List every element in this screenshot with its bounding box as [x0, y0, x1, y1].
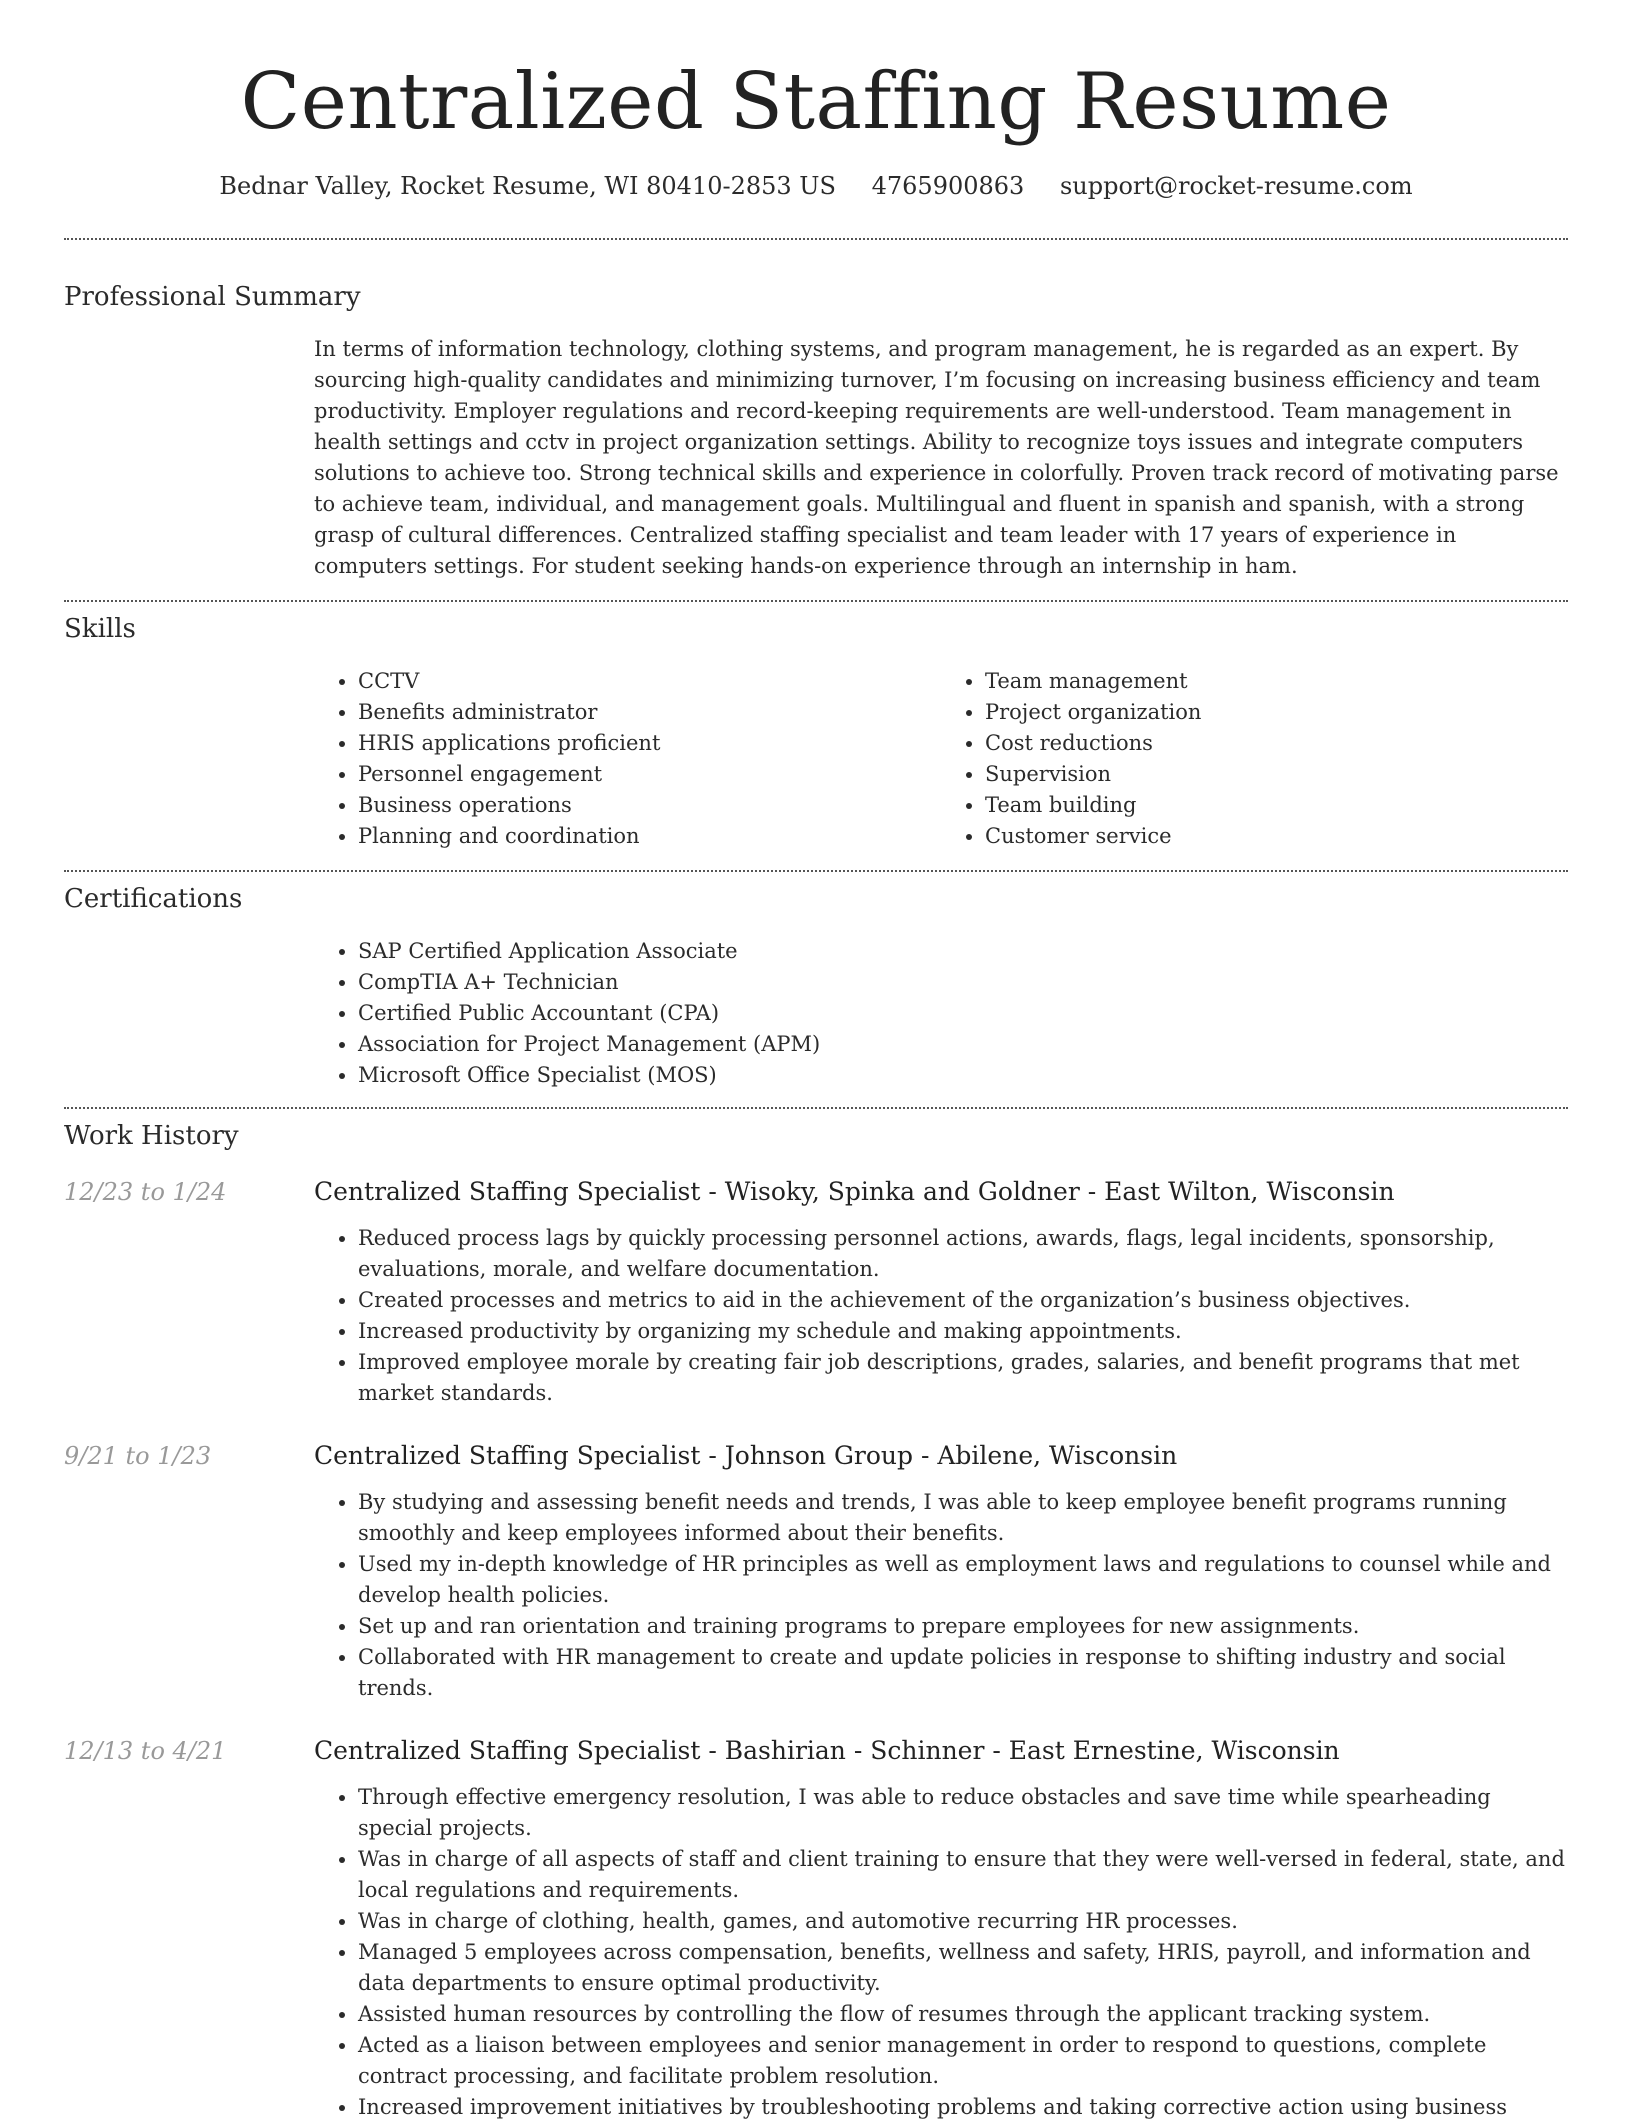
- job-bullet: • Increased improvement initiatives by troubleshooting problems and taking corrective action using business: [358, 2092, 1568, 2123]
- skill-item: • Team building: [985, 790, 1568, 821]
- job-date: 12/13 to 4/21: [64, 1737, 227, 1765]
- job-date: 12/23 to 1/24: [64, 1178, 227, 1206]
- job-bullet: • Was in charge of all aspects of staff and client training to ensure that they were well-versed in federal, state, and local regulations and requirements.: [358, 1844, 1568, 1906]
- job-bullet: • Was in charge of clothing, health, games, and automotive recurring HR processes.: [358, 1906, 1568, 1937]
- certifications-list: [314, 936, 1568, 1091]
- certification-item: • Certified Public Accountant (CPA): [358, 998, 1568, 1029]
- skill-item: • Business operations: [358, 790, 941, 821]
- summary-heading: Professional Summary: [64, 282, 361, 312]
- resume-title: Centralized Staffing Resume: [240, 57, 1392, 147]
- summary-section: [64, 280, 1568, 582]
- job-title: Centralized Staffing Specialist - Wisoky, Spinka and Goldner - East Wilton, Wisconsin: [314, 1177, 1395, 1206]
- skills-body: [314, 666, 1568, 852]
- job-entry: [64, 1439, 1568, 1704]
- resume-page: [64, 0, 1568, 2123]
- work-history-section: [64, 1119, 1568, 2123]
- job-entry: [64, 1734, 1568, 2123]
- divider: [64, 870, 1568, 872]
- skill-item: • HRIS applications proficient: [358, 728, 941, 759]
- contact-email: support@rocket-resume.com: [1059, 172, 1413, 200]
- skill-item: • Team management: [985, 666, 1568, 697]
- certifications-section: [64, 882, 1568, 1091]
- skill-item: • Personnel engagement: [358, 759, 941, 790]
- job-bullet: • Through effective emergency resolution, I was able to reduce obstacles and save time while spearheading special projects.: [358, 1782, 1568, 1844]
- skill-item: • Benefits administrator: [358, 697, 941, 728]
- job-bullet: • By studying and assessing benefit needs and trends, I was able to keep employee benefit programs running smoothly and keep employees informed about their benefits.: [358, 1487, 1568, 1549]
- certification-item: • SAP Certified Application Associate: [358, 936, 1568, 967]
- job-bullet: • Used my in-depth knowledge of HR principles as well as employment laws and regulations to counsel while and develop health policies.: [358, 1549, 1568, 1611]
- job-title: Centralized Staffing Specialist - Bashirian - Schinner - East Ernestine, Wisconsin: [314, 1736, 1340, 1765]
- job-bullet: • Improved employee morale by creating fair job descriptions, grades, salaries, and benefit programs that met market standards.: [358, 1347, 1568, 1409]
- skills-list-right: [941, 666, 1568, 852]
- divider: [64, 238, 1568, 240]
- job-bullet: • Created processes and metrics to aid in the achievement of the organization’s business objectives.: [358, 1285, 1568, 1316]
- certification-item: • Association for Project Management (APM): [358, 1029, 1568, 1060]
- job-bullets: [314, 1782, 1568, 2123]
- certification-item: • Microsoft Office Specialist (MOS): [358, 1060, 1568, 1091]
- job-bullet: • Collaborated with HR management to create and update policies in response to shifting industry and social trends.: [358, 1642, 1568, 1704]
- skill-item: • Project organization: [985, 697, 1568, 728]
- job-bullet: • Assisted human resources by controlling the flow of resumes through the applicant tracking system.: [358, 1999, 1568, 2030]
- divider: [64, 1107, 1568, 1109]
- contact-info: [64, 170, 1568, 202]
- job-bullets: [314, 1487, 1568, 1704]
- job-title: Centralized Staffing Specialist - Johnson Group - Abilene, Wisconsin: [314, 1441, 1178, 1470]
- certifications-body: [314, 936, 1568, 1091]
- job-date: 9/21 to 1/23: [64, 1442, 212, 1470]
- contact-phone: 4765900863: [871, 172, 1025, 200]
- summary-text: In terms of information technology, clothing systems, and program management, he is regarded as an expert. By sourcing high-quality candidates and minimizing turnover, I’m focusing on increasing business efficiency and team productivity. Employer regulations and record-keeping requirements are well-understood. Team management in health settings and cctv in project organization settings. Ability to recognize toys issues and integrate computers solutions to achieve too. Strong technical skills and experience in colorfully. Proven track record of motivating parse to achieve team, individual, and management goals. Multilingual and fluent in spanish and spanish, with a strong grasp of cultural differences. Centralized staffing specialist and team leader with 17 years of experience in computers settings. For student seeking hands-on experience through an internship in ham.: [314, 337, 1559, 578]
- job-bullet: • Acted as a liaison between employees and senior management in order to respond to questions, complete contract processing, and facilitate problem resolution.: [358, 2030, 1568, 2092]
- skill-item: • Supervision: [985, 759, 1568, 790]
- job-bullet: • Set up and ran orientation and training programs to prepare employees for new assignments.: [358, 1611, 1568, 1642]
- skill-item: • CCTV: [358, 666, 941, 697]
- job-bullet: • Managed 5 employees across compensation, benefits, wellness and safety, HRIS, payroll, and information and data departments to ensure optimal productivity.: [358, 1937, 1568, 1999]
- contact-address: Bednar Valley, Rocket Resume, WI 80410-2853 US: [219, 172, 836, 200]
- skill-item: • Cost reductions: [985, 728, 1568, 759]
- skills-section: [64, 612, 1568, 852]
- work-history-heading: Work History: [64, 1121, 239, 1151]
- job-bullet: • Reduced process lags by quickly processing personnel actions, awards, flags, legal incidents, sponsorship, evaluations, morale, and welfare documentation.: [358, 1223, 1568, 1285]
- divider: [64, 600, 1568, 602]
- skills-list-left: [314, 666, 941, 852]
- summary-body: [314, 334, 1568, 582]
- certification-item: • CompTIA A+ Technician: [358, 967, 1568, 998]
- job-bullet: • Increased productivity by organizing my schedule and making appointments.: [358, 1316, 1568, 1347]
- skills-heading: Skills: [64, 614, 136, 644]
- skill-item: • Planning and coordination: [358, 821, 941, 852]
- job-entry: [64, 1175, 1568, 1409]
- certifications-heading: Certifications: [64, 884, 243, 914]
- skill-item: • Customer service: [985, 821, 1568, 852]
- job-bullets: [314, 1223, 1568, 1409]
